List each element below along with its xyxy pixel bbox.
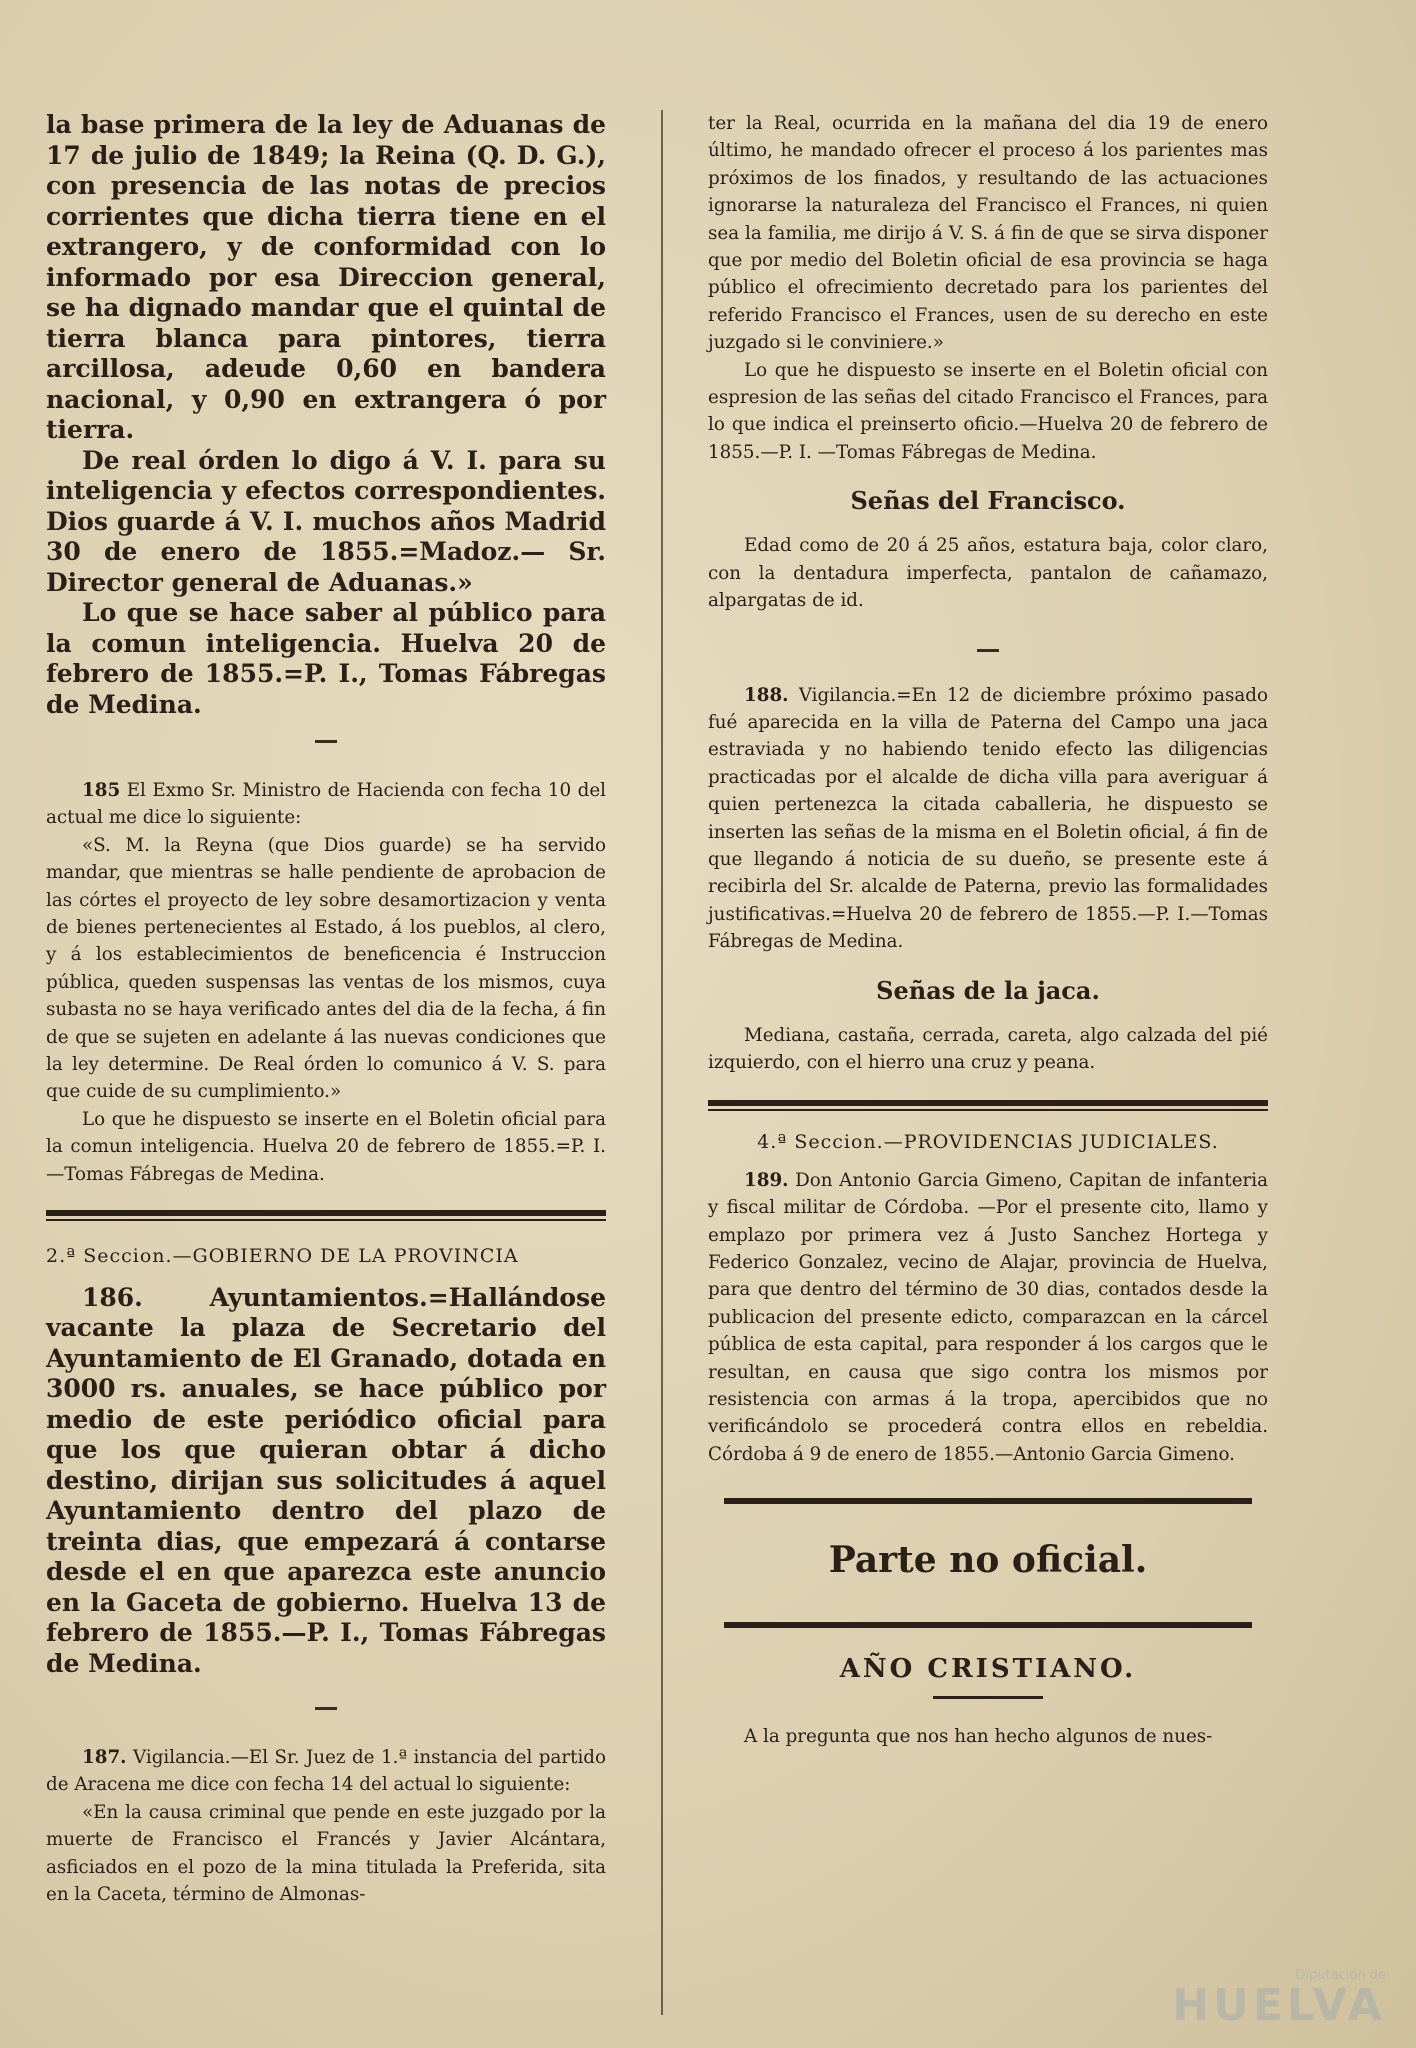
section-separator <box>46 1210 606 1216</box>
item-189-text: Don Antonio Garcia Gimeno, Capitan de infanteria y fiscal militar de Córdoba. —Por el presente cito, llamo y emplazo por primera vez á Justo Sanchez Hortega y Federico Gonzalez, vecino de Alajar, provincia de Huelva, para que dentro del término de 30 dias, contados desde la publicacion del presente edicto, comparazcan en la cárcel pública de esta capital, para responder á los cargos que le resultan, en causa que sigo contra los mismos por resistencia con armas á la tropa, apercibidos que no verificándolo se procederá contra ellos en rebeldia. Córdoba á 9 de enero de 1855.—Antonio Garcia Gimeno. <box>708 1169 1269 1465</box>
item-186 <box>46 1283 606 1680</box>
item-number: 188. <box>744 684 789 706</box>
royal-order-paragraph: De real órden lo digo á V. I. para su inteligencia y efectos correspondientes. Dios guarde á V. I. muchos años Madrid 30 de enero de 1855.=Madoz.— Sr. Director general de Aduanas.» <box>46 445 606 597</box>
section-separator <box>708 1100 1268 1106</box>
item-number: 189. <box>744 1169 789 1191</box>
senas-francisco-text: Edad como de 20 á 25 años, estatura baja, color claro, con la dentadura imperfecta, pantalon de cañamazo, alpargatas de id. <box>708 535 1268 612</box>
customs-law-paragraph: la base primera de la ley de Aduanas de 17 de julio de 1849; la Reina (Q. D. G.), con presencia de las notas de precios corrientes que dicha tierra tiene en el extrangero, y de conformidad con lo informado por esa Direccion general, se ha dignado mandar que el quintal de tierra blanca para pintores, tierra arcillosa, adeude 0,60 en bandera nacional, y 0,90 en extrangera ó por tierra. <box>46 110 606 444</box>
item-number: 187. <box>82 1747 127 1768</box>
item-186-text: Ayuntamientos.=Hallándose vacante la plaza de Secretario del Ayuntamiento de El Granado, dotada en 3000 rs. anuales, se hace público por medio de este periódico oficial para que los que quieran obtar á dicho destino, dirijan sus solicitudes á aquel Ayuntamiento dentro del plazo de treinta dias, que empezará á contarse desde el en que aparezca este anuncio en la Gaceta de gobierno. Huelva 13 de febrero de 1855.—P. I., Tomas Fábregas de Medina. <box>46 1282 606 1678</box>
column-divider <box>661 110 663 2015</box>
parte-no-oficial-heading: Parte no oficial. <box>828 1539 1148 1582</box>
ano-cristiano-text: A la pregunta que nos han hecho algunos de nues- <box>744 1726 1213 1748</box>
senas-jaca-heading: Señas de la jaca. <box>876 975 1100 1005</box>
item-188 <box>708 682 1268 956</box>
item-number: 185 <box>82 780 121 801</box>
senas-jaca-text: Mediana, castaña, cerrada, careta, algo calzada del pié izquierdo, con el hierro una cruz y peana. <box>708 1024 1268 1073</box>
senas-francisco-heading: Señas del Francisco. <box>850 486 1126 516</box>
watermark-caption: Diputación de <box>1295 1968 1386 1983</box>
item-185-intro: El Exmo Sr. Ministro de Hacienda con fecha 10 del actual me dice lo siguiente: <box>46 780 607 829</box>
section-4-heading: 4.ª Seccion.—PROVIDENCIAS JUDICIALES. <box>757 1131 1219 1154</box>
public-notice-paragraph: Lo que se hace saber al público para la comun inteligencia. Huelva 20 de febrero de 1855.=P. I., Tomas Fábregas de Medina. <box>46 598 606 719</box>
item-185-quote: «S. M. la Reyna (que Dios guarde) se ha servido mandar, que mientras se halle pendiente de aprobacion de las córtes el proyecto de ley sobre desamortizacion y venta de bienes pertenecientes al Estado, á los pueblos, al clero, y á los establecimientos de beneficencia é Instruccion pública, queden suspensas las ventas de los mismos, cuya subasta no se haya verificado antes del dia de la fecha, á fin de que se sujeten en adelante á las nuevas condiciones que la ley determine. De Real órden lo comunico á V. S. para que cuide de su cumplimiento.» <box>46 834 606 1103</box>
item-187-close: Lo que he dispuesto se inserte en el Boletin oficial con espresion de las señas del citado Francisco el Frances, para lo que indica el preinserto oficio.—Huelva 20 de febrero de 1855.—P. I. —Tomas Fábregas de Medina. <box>708 359 1268 463</box>
item-185 <box>46 777 606 832</box>
item-187-intro: Vigilancia.—El Sr. Juez de 1.ª instancia del partido de Aracena me dice con fecha 14 del actual lo siguiente: <box>46 1747 606 1796</box>
item-189 <box>708 1167 1268 1468</box>
item-188-text: Vigilancia.=En 12 de diciembre próximo pasado fué aparecida en la villa de Paterna del Campo una jaca estraviada y no habiendo tenido efecto las diligencias practicadas por el alcalde de dicha villa para averiguar á quien pertenezca la citada caballeria, he dispuesto se inserten las señas de la misma en el Boletin oficial, á fin de que llegando á noticia de su dueño, se presente este á recibirla del Sr. alcalde de Paterna, previo las formalidades justificativas.=Huelva 20 de febrero de 1855.—P. I.—Tomas Fábregas de Medina. <box>708 684 1269 953</box>
item-187-quote: «En la causa criminal que pende en este juzgado por la muerte de Francisco el Francés y Javier Alcántara, asficiados en el pozo de la mina titulada la Preferida, sita en la Caceta, término de Almonas- <box>46 1801 606 1906</box>
item-187-continuation: ter la Real, ocurrida en la mañana del dia 19 de enero último, he mandado ofrecer el proceso á los parientes mas próximos de los finados, y resultando de las actuaciones ignorarse la naturaleza del Francisco el Frances, ni quien sea la familia, me dirijo á V. S. á fin de que se sirva disponer que por medio del Boletin oficial de esa provincia se haga público el ofrecimiento decretado para los parientes del referido Francisco el Frances, usen de su derecho en este juzgado si le conviniere.» <box>708 113 1268 354</box>
right-column <box>708 110 1268 1751</box>
section-2-heading: 2.ª Seccion.—GOBIERNO DE LA PROVINCIA <box>46 1245 519 1268</box>
left-column <box>46 110 606 1908</box>
watermark-logo-text: HUELVA <box>1172 1980 1386 2031</box>
item-187 <box>46 1744 606 1799</box>
archive-watermark <box>1126 1968 1386 2038</box>
item-number: 186. <box>82 1282 143 1312</box>
item-185-close: Lo que he dispuesto se inserte en el Boletin oficial para la comun inteligencia. Huelva 20 de febrero de 1855.=P. I.—Tomas Fábregas de Medina. <box>46 1108 606 1185</box>
ano-cristiano-heading: AÑO CRISTIANO. <box>839 1654 1137 1685</box>
